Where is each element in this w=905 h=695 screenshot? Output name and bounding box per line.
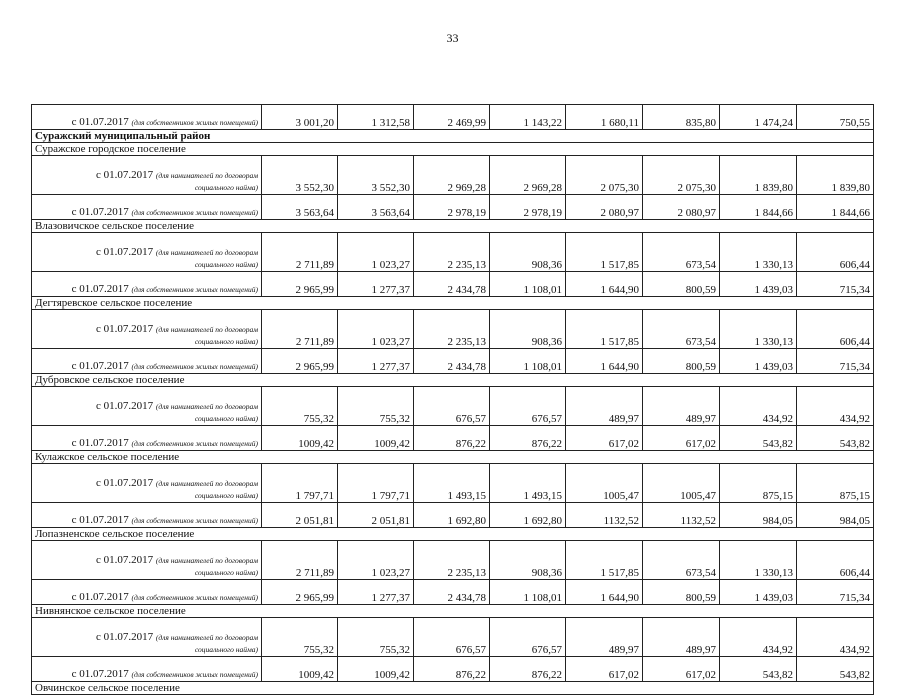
value-cell: 1 844,66 <box>797 195 874 220</box>
section-title: Нивнянское сельское поселение <box>32 605 874 618</box>
value-cell: 1 644,90 <box>566 580 643 605</box>
value-cell: 2 434,78 <box>414 349 490 374</box>
value-cell: 1 692,80 <box>414 503 490 528</box>
value-cell: 1 644,90 <box>566 272 643 297</box>
value-cell: 755,32 <box>262 387 338 426</box>
row-date: с 01.07.2017 <box>71 514 129 526</box>
value-cell: 876,22 <box>414 426 490 451</box>
row-note: (для собственников жилых помещений) <box>131 593 258 602</box>
value-cell: 1 839,80 <box>797 156 874 195</box>
value-cell: 2 075,30 <box>643 156 720 195</box>
value-cell: 3 001,20 <box>262 105 338 130</box>
row-label <box>32 310 262 349</box>
value-cell: 2 711,89 <box>262 233 338 272</box>
value-cell: 3 552,30 <box>262 156 338 195</box>
row-label <box>32 195 262 220</box>
row-note: (для собственников жилых помещений) <box>131 208 258 217</box>
value-cell: 2 080,97 <box>566 195 643 220</box>
row-label <box>32 105 262 130</box>
table-row <box>32 272 874 297</box>
section-row <box>32 451 874 464</box>
table-row <box>32 580 874 605</box>
table-row <box>32 387 874 426</box>
section-row <box>32 682 874 695</box>
row-note: (для нанимателей по договорам <box>155 479 258 488</box>
row-date: с 01.07.2017 <box>71 360 129 372</box>
value-cell: 1 692,80 <box>490 503 566 528</box>
value-cell: 800,59 <box>643 272 720 297</box>
row-note-cont: социального найма) <box>194 337 258 346</box>
value-cell: 1 517,85 <box>566 310 643 349</box>
table-row <box>32 156 874 195</box>
value-cell: 1 844,66 <box>720 195 797 220</box>
value-cell: 1 330,13 <box>720 541 797 580</box>
value-cell: 2 051,81 <box>262 503 338 528</box>
row-note: (для собственников жилых помещений) <box>131 670 258 679</box>
value-cell: 1009,42 <box>338 426 414 451</box>
value-cell: 2 969,28 <box>490 156 566 195</box>
row-note-cont: социального найма) <box>194 414 258 423</box>
value-cell: 2 969,28 <box>414 156 490 195</box>
value-cell: 617,02 <box>566 657 643 682</box>
value-cell: 1 312,58 <box>338 105 414 130</box>
value-cell: 1 277,37 <box>338 272 414 297</box>
value-cell: 1 839,80 <box>720 156 797 195</box>
row-label-line <box>35 323 258 336</box>
row-date: с 01.07.2017 <box>71 116 129 128</box>
value-cell: 489,97 <box>643 618 720 657</box>
value-cell: 755,32 <box>338 387 414 426</box>
value-cell: 2 080,97 <box>643 195 720 220</box>
row-note: (для собственников жилых помещений) <box>131 362 258 371</box>
value-cell: 908,36 <box>490 541 566 580</box>
value-cell: 1 474,24 <box>720 105 797 130</box>
value-cell: 908,36 <box>490 233 566 272</box>
value-cell: 543,82 <box>720 426 797 451</box>
value-cell: 606,44 <box>797 541 874 580</box>
row-note: (для нанимателей по договорам <box>155 633 258 642</box>
value-cell: 1132,52 <box>643 503 720 528</box>
row-date: с 01.07.2017 <box>95 169 154 181</box>
section-title: Овчинское сельское поселение <box>32 682 874 695</box>
value-cell: 1 797,71 <box>338 464 414 503</box>
value-cell: 2 051,81 <box>338 503 414 528</box>
value-cell: 673,54 <box>643 233 720 272</box>
value-cell: 1005,47 <box>566 464 643 503</box>
row-note: (для нанимателей по договорам <box>155 171 258 180</box>
value-cell: 676,57 <box>490 618 566 657</box>
row-note: (для собственников жилых помещений) <box>131 285 258 294</box>
value-cell: 1009,42 <box>262 426 338 451</box>
table-row <box>32 105 874 130</box>
row-note: (для собственников жилых помещений) <box>131 439 258 448</box>
value-cell: 1 023,27 <box>338 541 414 580</box>
value-cell: 543,82 <box>797 426 874 451</box>
row-date: с 01.07.2017 <box>95 554 154 566</box>
value-cell: 2 965,99 <box>262 272 338 297</box>
value-cell: 1005,47 <box>643 464 720 503</box>
value-cell: 489,97 <box>643 387 720 426</box>
tariff-table <box>31 104 874 695</box>
value-cell: 755,32 <box>262 618 338 657</box>
row-note-cont: социального найма) <box>194 568 258 577</box>
value-cell: 1 023,27 <box>338 233 414 272</box>
row-note-cont: социального найма) <box>194 260 258 269</box>
section-title: Дегтяревское сельское поселение <box>32 297 874 310</box>
section-row <box>32 143 874 156</box>
row-label <box>32 580 262 605</box>
row-note: (для нанимателей по договорам <box>155 248 258 257</box>
section-title: Кулажское сельское поселение <box>32 451 874 464</box>
table-row <box>32 233 874 272</box>
table-row <box>32 503 874 528</box>
value-cell: 2 978,19 <box>414 195 490 220</box>
value-cell: 1 277,37 <box>338 580 414 605</box>
row-label <box>32 387 262 426</box>
value-cell: 2 434,78 <box>414 580 490 605</box>
row-date: с 01.07.2017 <box>95 246 154 258</box>
value-cell: 2 235,13 <box>414 310 490 349</box>
row-label <box>32 233 262 272</box>
value-cell: 1009,42 <box>338 657 414 682</box>
row-label <box>32 503 262 528</box>
value-cell: 750,55 <box>797 105 874 130</box>
value-cell: 617,02 <box>566 426 643 451</box>
value-cell: 1 439,03 <box>720 349 797 374</box>
row-date: с 01.07.2017 <box>71 668 129 680</box>
row-note-cont: социального найма) <box>194 183 258 192</box>
row-label <box>32 657 262 682</box>
section-title: Влазовичское сельское поселение <box>32 220 874 233</box>
row-date: с 01.07.2017 <box>95 323 154 335</box>
row-label <box>32 541 262 580</box>
row-note: (для собственников жилых помещений) <box>131 118 258 127</box>
row-label-line <box>35 400 258 413</box>
value-cell: 2 965,99 <box>262 349 338 374</box>
value-cell: 434,92 <box>797 618 874 657</box>
value-cell: 1 330,13 <box>720 310 797 349</box>
value-cell: 984,05 <box>720 503 797 528</box>
table-row <box>32 657 874 682</box>
row-label <box>32 349 262 374</box>
value-cell: 1 439,03 <box>720 580 797 605</box>
value-cell: 1 493,15 <box>414 464 490 503</box>
row-note: (для собственников жилых помещений) <box>131 516 258 525</box>
value-cell: 875,15 <box>797 464 874 503</box>
row-label <box>32 272 262 297</box>
value-cell: 2 711,89 <box>262 310 338 349</box>
table-row <box>32 195 874 220</box>
value-cell: 755,32 <box>338 618 414 657</box>
value-cell: 606,44 <box>797 233 874 272</box>
row-date: с 01.07.2017 <box>71 437 129 449</box>
value-cell: 543,82 <box>720 657 797 682</box>
value-cell: 715,34 <box>797 272 874 297</box>
row-note: (для нанимателей по договорам <box>155 402 258 411</box>
table-body <box>32 105 874 695</box>
row-label-line <box>35 554 258 567</box>
value-cell: 876,22 <box>414 657 490 682</box>
value-cell: 984,05 <box>797 503 874 528</box>
row-label <box>32 618 262 657</box>
section-title: Лопазненское сельское поселение <box>32 528 874 541</box>
row-date: с 01.07.2017 <box>71 283 129 295</box>
value-cell: 1 023,27 <box>338 310 414 349</box>
row-label <box>32 426 262 451</box>
value-cell: 1009,42 <box>262 657 338 682</box>
value-cell: 3 563,64 <box>338 195 414 220</box>
section-row <box>32 220 874 233</box>
value-cell: 1 330,13 <box>720 233 797 272</box>
value-cell: 673,54 <box>643 541 720 580</box>
row-date: с 01.07.2017 <box>71 591 129 603</box>
value-cell: 800,59 <box>643 349 720 374</box>
value-cell: 617,02 <box>643 426 720 451</box>
value-cell: 673,54 <box>643 310 720 349</box>
row-label-line <box>35 631 258 644</box>
value-cell: 908,36 <box>490 310 566 349</box>
value-cell: 434,92 <box>797 387 874 426</box>
value-cell: 434,92 <box>720 387 797 426</box>
value-cell: 676,57 <box>490 387 566 426</box>
row-label-line <box>35 169 258 182</box>
value-cell: 715,34 <box>797 580 874 605</box>
value-cell: 715,34 <box>797 349 874 374</box>
value-cell: 1 644,90 <box>566 349 643 374</box>
section-title: Суражское городское поселение <box>32 143 874 156</box>
section-row <box>32 605 874 618</box>
value-cell: 1 493,15 <box>490 464 566 503</box>
value-cell: 1 143,22 <box>490 105 566 130</box>
row-label <box>32 156 262 195</box>
value-cell: 2 469,99 <box>414 105 490 130</box>
value-cell: 800,59 <box>643 580 720 605</box>
value-cell: 876,22 <box>490 657 566 682</box>
value-cell: 2 965,99 <box>262 580 338 605</box>
row-date: с 01.07.2017 <box>95 477 154 489</box>
table-row <box>32 618 874 657</box>
row-note: (для нанимателей по договорам <box>155 325 258 334</box>
district-title: Суражский муниципальный район <box>32 130 874 143</box>
value-cell: 876,22 <box>490 426 566 451</box>
value-cell: 617,02 <box>643 657 720 682</box>
table-row <box>32 349 874 374</box>
value-cell: 1 797,71 <box>262 464 338 503</box>
row-date: с 01.07.2017 <box>71 206 129 218</box>
value-cell: 434,92 <box>720 618 797 657</box>
value-cell: 489,97 <box>566 387 643 426</box>
section-row <box>32 297 874 310</box>
page-number: 33 <box>446 31 459 45</box>
value-cell: 2 075,30 <box>566 156 643 195</box>
value-cell: 3 563,64 <box>262 195 338 220</box>
value-cell: 2 235,13 <box>414 233 490 272</box>
value-cell: 1 277,37 <box>338 349 414 374</box>
row-note-cont: социального найма) <box>194 491 258 500</box>
value-cell: 1 517,85 <box>566 233 643 272</box>
value-cell: 1 108,01 <box>490 580 566 605</box>
value-cell: 543,82 <box>797 657 874 682</box>
section-row <box>32 528 874 541</box>
row-label-line <box>35 477 258 490</box>
district-row <box>32 130 874 143</box>
value-cell: 3 552,30 <box>338 156 414 195</box>
value-cell: 875,15 <box>720 464 797 503</box>
value-cell: 2 434,78 <box>414 272 490 297</box>
row-label-line <box>35 246 258 259</box>
value-cell: 2 978,19 <box>490 195 566 220</box>
row-label <box>32 464 262 503</box>
value-cell: 1 439,03 <box>720 272 797 297</box>
value-cell: 489,97 <box>566 618 643 657</box>
row-note-cont: социального найма) <box>194 645 258 654</box>
value-cell: 676,57 <box>414 387 490 426</box>
value-cell: 1 108,01 <box>490 349 566 374</box>
value-cell: 1 517,85 <box>566 541 643 580</box>
value-cell: 1132,52 <box>566 503 643 528</box>
value-cell: 1 680,11 <box>566 105 643 130</box>
table-row <box>32 464 874 503</box>
value-cell: 835,80 <box>643 105 720 130</box>
value-cell: 2 235,13 <box>414 541 490 580</box>
row-note: (для нанимателей по договорам <box>155 556 258 565</box>
table-row <box>32 426 874 451</box>
value-cell: 606,44 <box>797 310 874 349</box>
section-title: Дубровское сельское поселение <box>32 374 874 387</box>
value-cell: 1 108,01 <box>490 272 566 297</box>
row-date: с 01.07.2017 <box>95 631 154 643</box>
value-cell: 2 711,89 <box>262 541 338 580</box>
section-row <box>32 374 874 387</box>
value-cell: 676,57 <box>414 618 490 657</box>
table-row <box>32 541 874 580</box>
table-row <box>32 310 874 349</box>
row-date: с 01.07.2017 <box>95 400 154 412</box>
